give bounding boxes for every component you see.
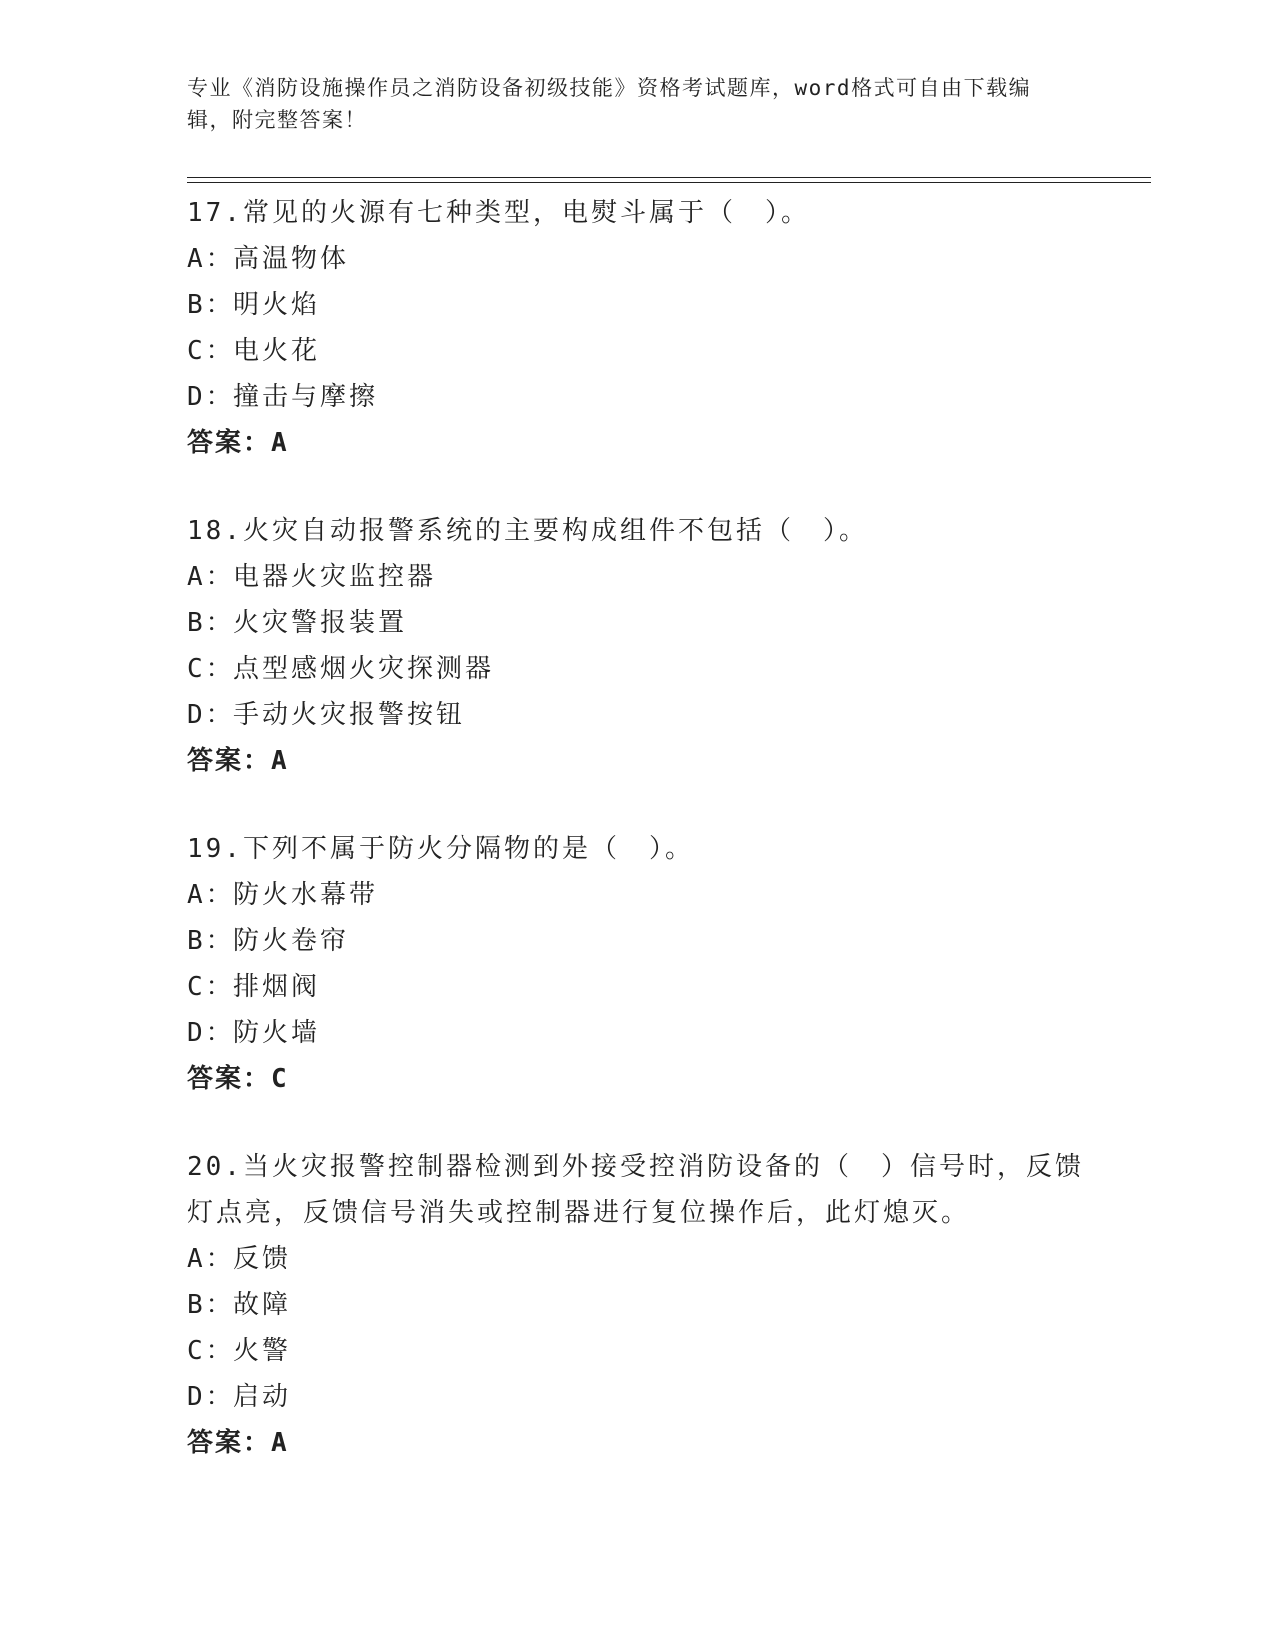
option-letter: B： bbox=[187, 926, 235, 956]
option-text: 火灾警报装置 bbox=[233, 608, 408, 638]
question-19 bbox=[187, 826, 1087, 1102]
option-text: 反馈 bbox=[233, 1244, 292, 1274]
document-header bbox=[187, 72, 1067, 136]
question-stem: 18.火灾自动报警系统的主要构成组件不包括（ ）。 bbox=[187, 516, 868, 546]
answer-label: 答案： bbox=[187, 746, 272, 776]
answer-line bbox=[187, 1420, 1087, 1466]
question-17 bbox=[187, 190, 1087, 466]
option-letter: A： bbox=[187, 562, 235, 592]
option-text: 明火焰 bbox=[233, 290, 321, 320]
option-text: 启动 bbox=[233, 1382, 292, 1412]
answer-label: 答案： bbox=[187, 428, 272, 458]
option-d bbox=[187, 374, 1087, 420]
question-20 bbox=[187, 1144, 1087, 1466]
option-text: 电火花 bbox=[233, 336, 321, 366]
option-a bbox=[187, 554, 1087, 600]
option-c bbox=[187, 1328, 1087, 1374]
option-letter: D： bbox=[187, 700, 235, 730]
option-letter: B： bbox=[187, 290, 235, 320]
option-letter: D： bbox=[187, 1382, 235, 1412]
question-stem: 17.常见的火源有七种类型，电熨斗属于（ ）。 bbox=[187, 198, 810, 228]
option-letter: C： bbox=[187, 654, 235, 684]
option-letter: A： bbox=[187, 1244, 235, 1274]
option-b bbox=[187, 282, 1087, 328]
answer-value: C bbox=[271, 1064, 289, 1094]
answer-label: 答案： bbox=[187, 1064, 272, 1094]
option-text: 高温物体 bbox=[233, 244, 350, 274]
option-letter: B： bbox=[187, 1290, 235, 1320]
header-divider-bottom bbox=[187, 182, 1151, 183]
option-letter: A： bbox=[187, 880, 235, 910]
header-text: 专业《消防设施操作员之消防设备初级技能》资格考试题库，word格式可自由下载编辑，附完整答案！ bbox=[187, 76, 1032, 132]
question-list bbox=[187, 190, 1087, 1466]
option-letter: D： bbox=[187, 1018, 235, 1048]
option-c bbox=[187, 646, 1087, 692]
option-text: 故障 bbox=[233, 1290, 292, 1320]
option-letter: C： bbox=[187, 336, 235, 366]
option-text: 防火卷帘 bbox=[233, 926, 350, 956]
option-a bbox=[187, 872, 1087, 918]
option-text: 防火墙 bbox=[233, 1018, 321, 1048]
option-d bbox=[187, 1010, 1087, 1056]
option-text: 排烟阀 bbox=[233, 972, 321, 1002]
question-stem: 19.下列不属于防火分隔物的是（ ）。 bbox=[187, 834, 694, 864]
option-b bbox=[187, 1282, 1087, 1328]
option-letter: D： bbox=[187, 382, 235, 412]
option-c bbox=[187, 328, 1087, 374]
option-text: 火警 bbox=[233, 1336, 292, 1366]
option-text: 手动火灾报警按钮 bbox=[233, 700, 466, 730]
question-18 bbox=[187, 508, 1087, 784]
option-b bbox=[187, 600, 1087, 646]
option-d bbox=[187, 692, 1087, 738]
answer-line bbox=[187, 1056, 1087, 1102]
option-text: 点型感烟火灾探测器 bbox=[233, 654, 495, 684]
answer-value: A bbox=[271, 428, 289, 458]
option-b bbox=[187, 918, 1087, 964]
option-c bbox=[187, 964, 1087, 1010]
option-letter: C： bbox=[187, 1336, 235, 1366]
option-letter: C： bbox=[187, 972, 235, 1002]
option-letter: B： bbox=[187, 608, 235, 638]
question-stem: 20.当火灾报警控制器检测到外接受控消防设备的（ ）信号时，反馈灯点亮，反馈信号消失或控制器进行复位操作后，此灯熄灭。 bbox=[187, 1152, 1084, 1228]
answer-line bbox=[187, 420, 1087, 466]
answer-label: 答案： bbox=[187, 1428, 272, 1458]
option-text: 撞击与摩擦 bbox=[233, 382, 379, 412]
answer-value: A bbox=[271, 746, 289, 776]
answer-value: A bbox=[271, 1428, 289, 1458]
option-letter: A： bbox=[187, 244, 235, 274]
option-text: 电器火灾监控器 bbox=[233, 562, 437, 592]
option-d bbox=[187, 1374, 1087, 1420]
option-text: 防火水幕带 bbox=[233, 880, 379, 910]
header-divider-top bbox=[187, 177, 1151, 178]
option-a bbox=[187, 236, 1087, 282]
answer-line bbox=[187, 738, 1087, 784]
option-a bbox=[187, 1236, 1087, 1282]
